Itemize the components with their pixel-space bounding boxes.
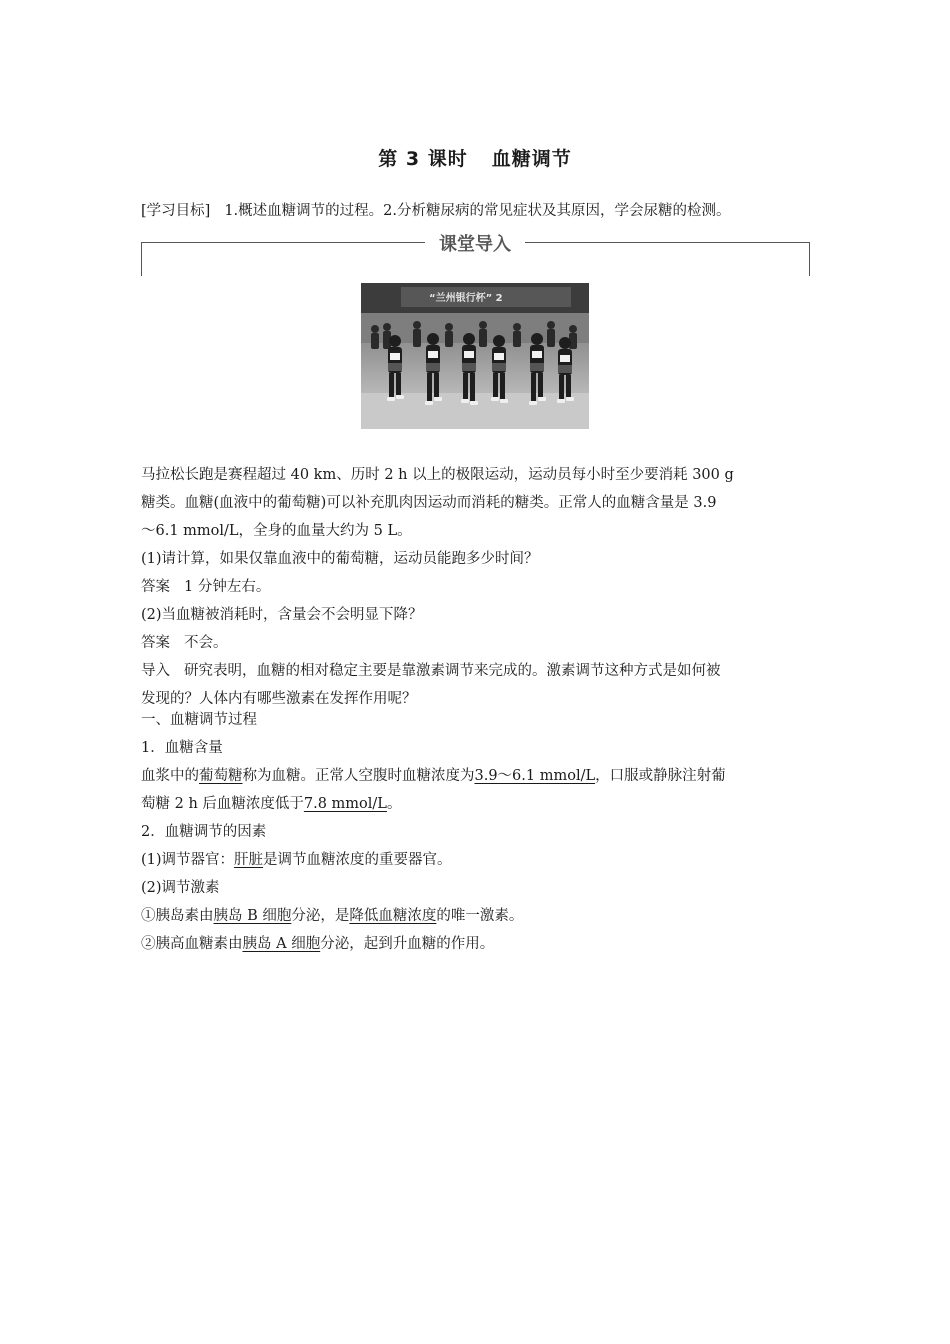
fill-blank: 葡萄糖	[199, 768, 243, 784]
text-span: 。	[386, 796, 402, 812]
fill-blank: 3.9～6.1 mmol/L	[474, 768, 596, 784]
lesson-number: 第 3 课时	[378, 148, 468, 170]
lead-label: 导入	[141, 663, 170, 679]
intro-paragraph-line: 马拉松长跑是赛程超过 40 km、历时 2 h 以上的极限运动，运动员每小时至少要消耗 300 g	[141, 467, 734, 483]
text-span: 分泌，是	[291, 908, 350, 924]
lead-in-line: 发现的？人体内有哪些激素在发挥作用呢？	[141, 691, 417, 707]
text-span: 的唯一激素。	[436, 908, 524, 924]
fill-blank: 肝脏	[234, 852, 264, 868]
banner-label: 课堂导入	[439, 234, 511, 255]
question-1: (1)请计算，如果仅靠血液中的葡萄糖，运动员能跑多少时间？	[141, 551, 539, 567]
section-heading: 一、血糖调节过程	[141, 712, 257, 728]
text-span: ②胰高血糖素由	[141, 936, 243, 952]
learning-goals	[141, 199, 841, 220]
content-line	[141, 762, 816, 790]
answer-text: 1 分钟左右。	[184, 579, 271, 595]
subsection-heading: 1．血糖含量	[141, 740, 223, 756]
intro-paragraph-line: ～6.1 mmol/L，全身的血量大约为 5 L。	[141, 523, 412, 539]
text-span: 称为血糖。正常人空腹时血糖浓度为	[242, 768, 475, 784]
fill-blank: 降低血糖浓度	[349, 908, 437, 924]
lesson-topic: 血糖调节	[491, 148, 572, 170]
text-span: (1)调节器官：	[141, 852, 235, 868]
page-title	[0, 144, 950, 171]
answer-label: 答案	[141, 635, 170, 651]
text-span: 萄糖 2 h 后血糖浓度低于	[141, 796, 304, 812]
marathon-photo	[361, 283, 589, 429]
content-line	[141, 902, 816, 930]
content-line	[141, 930, 816, 958]
intro-paragraph-line: 糖类。血糖(血液中的葡萄糖)可以补充肌肉因运动而消耗的糖类。正常人的血糖含量是 3.9	[141, 495, 717, 511]
banner-rule-right	[525, 242, 810, 243]
answer-text: 不会。	[184, 635, 228, 651]
fill-blank: 胰岛 A 细胞	[242, 936, 321, 952]
content-line	[141, 790, 816, 818]
lead-in-line	[141, 657, 816, 685]
section-blood-sugar	[141, 706, 816, 958]
question-2: (2)当血糖被消耗时，含量会不会明显下降？	[141, 607, 423, 623]
answer-1	[141, 573, 816, 601]
intro-block	[141, 461, 816, 713]
text-span: ①胰岛素由	[141, 908, 214, 924]
answer-2	[141, 629, 816, 657]
text-span: ，口服或静脉注射葡	[595, 768, 726, 784]
text-span: 分泌，起到升血糖的作用。	[320, 936, 495, 952]
goals-text: 1.概述血糖调节的过程。2.分析糖尿病的常见症状及其原因，学会尿糖的检测。	[224, 203, 731, 219]
subsection-heading: 2．血糖调节的因素	[141, 824, 267, 840]
goals-label: [学习目标]	[141, 203, 211, 219]
section-banner	[141, 228, 810, 278]
lead-text: 研究表明，血糖的相对稳定主要是靠激素调节来完成的。激素调节这种方式是如何被	[184, 663, 721, 679]
text-span: 是调节血糖浓度的重要器官。	[263, 852, 452, 868]
banner-bracket-right	[809, 242, 810, 276]
banner-rule-left	[141, 242, 425, 243]
content-line: (2)调节激素	[141, 880, 220, 896]
photo-banner-text: “兰州银行杯” 2	[429, 293, 503, 304]
banner-bracket-left	[141, 242, 142, 276]
text-span: 血浆中的	[141, 768, 199, 784]
fill-blank: 胰岛 B 细胞	[213, 908, 292, 924]
content-line	[141, 846, 816, 874]
fill-blank: 7.8 mmol/L	[303, 796, 387, 812]
answer-label: 答案	[141, 579, 170, 595]
